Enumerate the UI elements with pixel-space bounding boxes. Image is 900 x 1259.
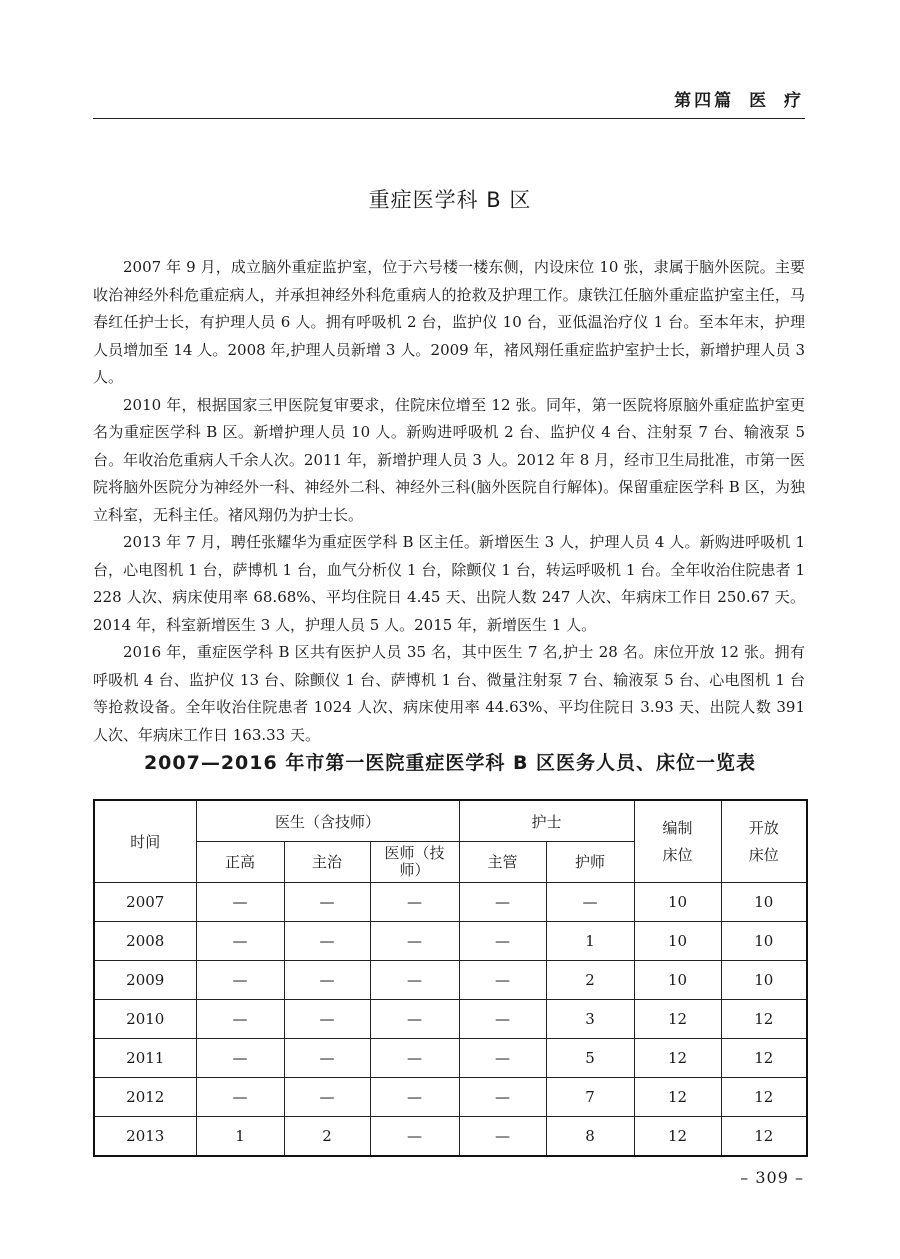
staff-bed-table (93, 799, 808, 1157)
cell-supervisor: — (459, 1000, 546, 1039)
cell-supervisor: — (459, 961, 546, 1000)
cell-attending: — (284, 1000, 370, 1039)
cell-physician: — (370, 1039, 459, 1078)
table-row (94, 1000, 807, 1039)
running-header: 第四篇 医 疗 (674, 91, 804, 111)
cell-open: 10 (721, 883, 807, 922)
cell-authorized: 12 (634, 1078, 721, 1117)
cell-physician: — (370, 961, 459, 1000)
header-doctor-group: 医生（含技师） (196, 800, 459, 842)
cell-authorized: 12 (634, 1000, 721, 1039)
cell-physician: — (370, 1117, 459, 1157)
cell-year: 2010 (94, 1000, 196, 1039)
cell-physician: — (370, 1078, 459, 1117)
cell-authorized: 12 (634, 1039, 721, 1078)
cell-nurse: 1 (546, 922, 634, 961)
cell-physician: — (370, 1000, 459, 1039)
paragraph: 2010 年，根据国家三甲医院复审要求，住院床位增至 12 张。同年，第一医院将原脑外重症监护室更名为重症医学科 B 区。新增护理人员 10 人。新购进呼吸机 2 台、监护仪 4 台、注射泵 7 台、输液泵 5 台。年收治危重病人千余人次。2011 年，新增护理人员 3 人。2012 年 8 月，经市卫生局批准，市第一医院将脑外医院分为神经外一科、神经外二科、神经外三科(脑外医院自行解体)。保留重症医学科 B 区，为独立科室，无科主任。褚风翔仍为护士长。 (93, 395, 805, 524)
cell-authorized: 10 (634, 922, 721, 961)
cell-authorized: 12 (634, 1117, 721, 1157)
cell-attending: 2 (284, 1117, 370, 1157)
cell-nurse: 5 (546, 1039, 634, 1078)
body-text (93, 254, 805, 749)
header-senior: 正高 (196, 842, 284, 883)
cell-attending: — (284, 883, 370, 922)
paragraph: 2007 年 9 月，成立脑外重症监护室，位于六号楼一楼东侧，内设床位 10 张，隶属于脑外医院。主要收治神经外科危重症病人，并承担神经外科危重病人的抢救及护理工作。康铁江任脑外重症监护室主任，马春红任护士长，有护理人员 6 人。拥有呼吸机 2 台，监护仪 10 台，亚低温治疗仪 1 台。至本年末，护理人员增加至 14 人。2008 年,护理人员新增 3 人。2009 年，褚风翔任重症监护室护士长，新增护理人员 3 人。 (93, 258, 805, 386)
paragraph: 2013 年 7 月，聘任张耀华为重症医学科 B 区主任。新增医生 3 人，护理人员 4 人。新购进呼吸机 1 台，心电图机 1 台，萨博机 1 台，血气分析仪 1 台，除颤仪 1 台，转运呼吸机 1 台。全年收治住院患者 1228 人次、病床使用率 68.68%、平均住院日 4.45 天、出院人数 247 人次、年病床工作日 250.67 天。2014 年，科室新增医生 3 人，护理人员 5 人。2015 年，新增医生 1 人。 (93, 533, 805, 634)
table-row (94, 1117, 807, 1157)
table-row (94, 922, 807, 961)
table-row (94, 1078, 807, 1117)
cell-open: 12 (721, 1039, 807, 1078)
cell-senior: — (196, 961, 284, 1000)
table-row (94, 961, 807, 1000)
cell-physician: — (370, 922, 459, 961)
cell-year: 2011 (94, 1039, 196, 1078)
cell-nurse: 2 (546, 961, 634, 1000)
paragraph: 2016 年，重症医学科 B 区共有医护人员 35 名，其中医生 7 名,护士 28 名。床位开放 12 张。拥有呼吸机 4 台、监护仪 13 台、除颤仪 1 台、萨博机 1 台、微量注射泵 7 台、输液泵 5 台、心电图机 1 台等抢救设备。全年收治住院患者 1024 人次、病床使用率 44.63%、平均住院日 3.93 天、出院人数 391 人次、年病床工作日 163.33 天。 (93, 643, 805, 744)
cell-physician: — (370, 883, 459, 922)
cell-senior: — (196, 922, 284, 961)
cell-supervisor: — (459, 1078, 546, 1117)
cell-year: 2013 (94, 1117, 196, 1157)
section-title: 重症医学科 B 区 (368, 188, 532, 212)
cell-open: 12 (721, 1117, 807, 1157)
cell-authorized: 10 (634, 883, 721, 922)
cell-nurse: — (546, 883, 634, 922)
cell-authorized: 10 (634, 961, 721, 1000)
cell-senior: — (196, 1000, 284, 1039)
cell-open: 12 (721, 1000, 807, 1039)
cell-attending: — (284, 922, 370, 961)
header-nurse: 护师 (546, 842, 634, 883)
header-physician: 医师（技师） (370, 842, 459, 883)
cell-open: 10 (721, 961, 807, 1000)
cell-supervisor: — (459, 922, 546, 961)
cell-year: 2008 (94, 922, 196, 961)
table-row (94, 1039, 807, 1078)
cell-senior: — (196, 883, 284, 922)
table-title: 2007—2016 年市第一医院重症医学科 B 区医务人员、床位一览表 (143, 752, 757, 774)
header-attending: 主治 (284, 842, 370, 883)
header-authorized-beds: 编制床位 (634, 800, 721, 883)
cell-year: 2009 (94, 961, 196, 1000)
cell-year: 2007 (94, 883, 196, 922)
cell-senior: — (196, 1078, 284, 1117)
table-row (94, 883, 807, 922)
cell-supervisor: — (459, 883, 546, 922)
cell-attending: — (284, 961, 370, 1000)
page-number: – 309 – (740, 1168, 804, 1187)
cell-open: 10 (721, 922, 807, 961)
header-time: 时间 (94, 800, 196, 883)
cell-nurse: 8 (546, 1117, 634, 1157)
header-nurse-group: 护士 (459, 800, 634, 842)
header-supervisor-nurse: 主管 (459, 842, 546, 883)
cell-year: 2012 (94, 1078, 196, 1117)
cell-supervisor: — (459, 1039, 546, 1078)
cell-attending: — (284, 1078, 370, 1117)
header-divider (93, 118, 805, 119)
cell-senior: — (196, 1039, 284, 1078)
cell-nurse: 7 (546, 1078, 634, 1117)
cell-senior: 1 (196, 1117, 284, 1157)
cell-nurse: 3 (546, 1000, 634, 1039)
cell-open: 12 (721, 1078, 807, 1117)
header-open-beds: 开放床位 (721, 800, 807, 883)
cell-attending: — (284, 1039, 370, 1078)
cell-supervisor: — (459, 1117, 546, 1157)
